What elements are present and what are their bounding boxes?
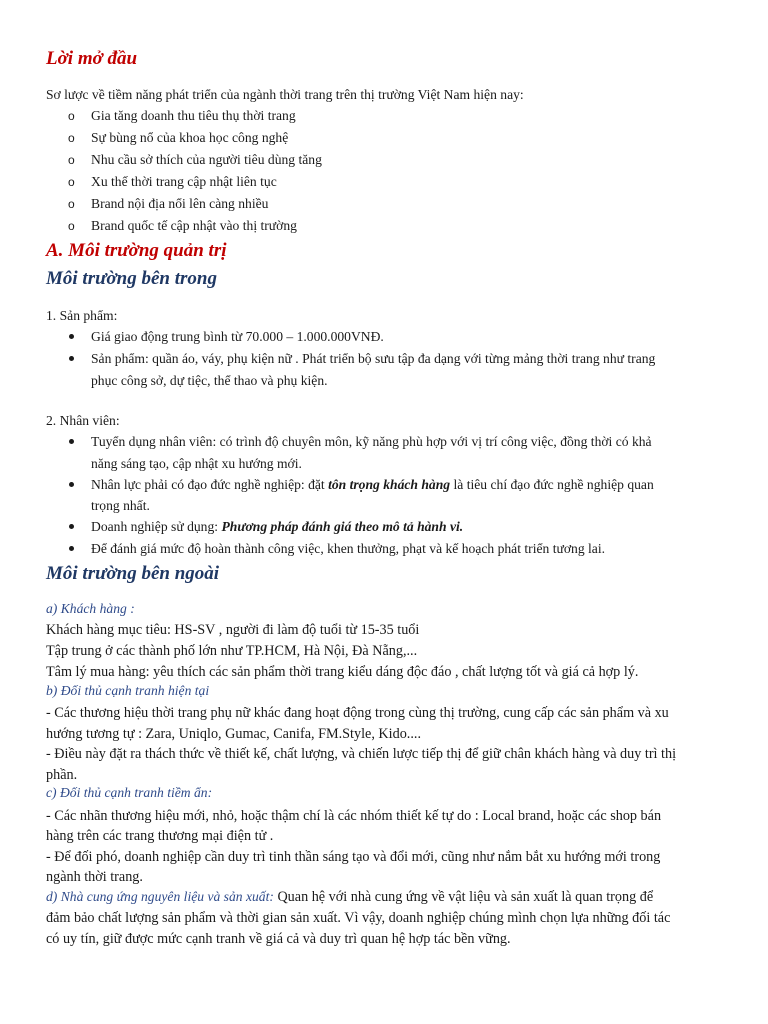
competitor-line: hướng tương tự : Zara, Uniqlo, Gumac, Canifa, FM.Style, Kido....	[46, 726, 421, 742]
competitor-line: - Điều này đặt ra thách thức về thiết kế, chất lượng, và chiến lược tiếp thị để giữ chân khách hàng và duy trì thị	[46, 746, 677, 762]
potential-competitor-line: - Để đối phó, doanh nghiệp cần duy trì tinh thần sáng tạo và đổi mới, cũng như nắm bắt xu hướng mới trong	[46, 849, 661, 865]
bullet-dot-icon	[69, 546, 74, 551]
circle-bullet-icon: o	[68, 197, 75, 211]
supplier-label: d) Nhà cung ứng nguyên liệu và sản xuất:	[46, 889, 274, 904]
supplier-line: đảm bảo chất lượng sản phẩm và thời gian sản xuất. Vì vậy, doanh nghiệp chúng mình chọn lựa những đối tác	[46, 910, 671, 926]
circle-bullet-icon: o	[68, 175, 75, 189]
product-bullet-cont: phục công sở, dự tiệc, thể thao và phụ kiện.	[91, 373, 328, 388]
supplier-line: có uy tín, giữ được mức cạnh tranh về giá cả và duy trì quan hệ hợp tác bền vững.	[46, 931, 511, 947]
customer-line: Tâm lý mua hàng: yêu thích các sản phẩm thời trang kiểu dáng độc đáo , chất lượng tốt và giá cả hợp lý.	[46, 664, 639, 680]
competitor-line: - Các thương hiệu thời trang phụ nữ khác đang hoạt động trong cùng thị trường, cung cấp các sản phẩm và xu	[46, 705, 669, 721]
staff-bullet-cont: năng sáng tạo, cập nhật xu hướng mới.	[91, 456, 302, 471]
product-bullet: Sản phẩm: quần áo, váy, phụ kiện nữ . Phát triển bộ sưu tập đa dạng với từng mảng thời trang như trang	[91, 351, 656, 366]
bullet-dot-icon	[69, 524, 74, 529]
product-title: 1. Sản phẩm:	[46, 308, 118, 323]
staff-bullet-cont: trọng nhất.	[91, 498, 150, 513]
customer-label: a) Khách hàng :	[46, 601, 135, 616]
bullet-dot-icon	[69, 439, 74, 444]
staff-bullet: Nhân lực phải có đạo đức nghề nghiệp: đặt tôn trọng khách hàng là tiêu chí đạo đức nghề nghiệp quan	[91, 477, 654, 492]
circle-bullet-icon: o	[68, 131, 75, 145]
staff-bullet: Tuyển dụng nhân viên: có trình độ chuyên môn, kỹ năng phù hợp với vị trí công việc, đồng thời có khả	[91, 434, 652, 449]
intro-heading: Lời mở đầu	[46, 48, 138, 69]
bullet-dot-icon	[69, 356, 74, 361]
staff-bullet: Để đánh giá mức độ hoàn thành công việc, khen thưởng, phạt và kế hoạch phát triển tương lai.	[91, 541, 606, 556]
potential-competitor-line: hàng trên các trang thương mại điện tử .	[46, 828, 274, 844]
product-bullet: Giá giao động trung bình từ 70.000 – 1.000.000VNĐ.	[91, 329, 384, 344]
outer-env-heading: Môi trường bên ngoài	[46, 563, 220, 584]
inner-env-heading: Môi trường bên trong	[46, 268, 217, 289]
intro-item: Brand nội địa nổi lên càng nhiều	[91, 196, 269, 211]
intro-item: Xu thế thời trang cập nhật liên tục	[91, 174, 277, 189]
bullet-dot-icon	[69, 334, 74, 339]
potential-competitor-line: - Các nhãn thương hiệu mới, nhỏ, hoặc thậm chí là các nhóm thiết kế tự do : Local brand, hoặc các shop bán	[46, 808, 662, 824]
supplier-line: d) Nhà cung ứng nguyên liệu và sản xuất: Quan hệ với nhà cung ứng về vật liệu và sản xuất là quan trọng để	[46, 889, 654, 905]
intro-lead: Sơ lược về tiềm năng phát triển của ngành thời trang trên thị trường Việt Nam hiện nay:	[46, 87, 524, 102]
intro-item: Sự bùng nổ của khoa học công nghệ	[91, 130, 289, 145]
potential-competitor-line: ngành thời trang.	[46, 869, 143, 885]
bullet-dot-icon	[69, 482, 74, 487]
competitor-label: b) Đối thủ cạnh tranh hiện tại	[46, 683, 210, 698]
potential-competitor-label: c) Đối thủ cạnh tranh tiềm ẩn:	[46, 785, 213, 800]
staff-bullet: Doanh nghiệp sử dụng: Phương pháp đánh giá theo mô tả hành vi.	[91, 519, 464, 534]
intro-item: Nhu cầu sở thích của người tiêu dùng tăng	[91, 152, 322, 167]
intro-item: Gia tăng doanh thu tiêu thụ thời trang	[91, 108, 296, 123]
staff-title: 2. Nhân viên:	[46, 413, 120, 428]
circle-bullet-icon: o	[68, 109, 75, 123]
section-a-heading: A. Môi trường quản trị	[46, 240, 227, 261]
intro-item: Brand quốc tế cập nhật vào thị trường	[91, 218, 297, 233]
customer-line: Khách hàng mục tiêu: HS-SV , người đi làm độ tuổi từ 15-35 tuổi	[46, 622, 420, 638]
competitor-line: phần.	[46, 767, 78, 783]
customer-line: Tập trung ở các thành phố lớn như TP.HCM, Hà Nội, Đà Nẵng,...	[46, 643, 418, 659]
circle-bullet-icon: o	[68, 219, 75, 233]
circle-bullet-icon: o	[68, 153, 75, 167]
